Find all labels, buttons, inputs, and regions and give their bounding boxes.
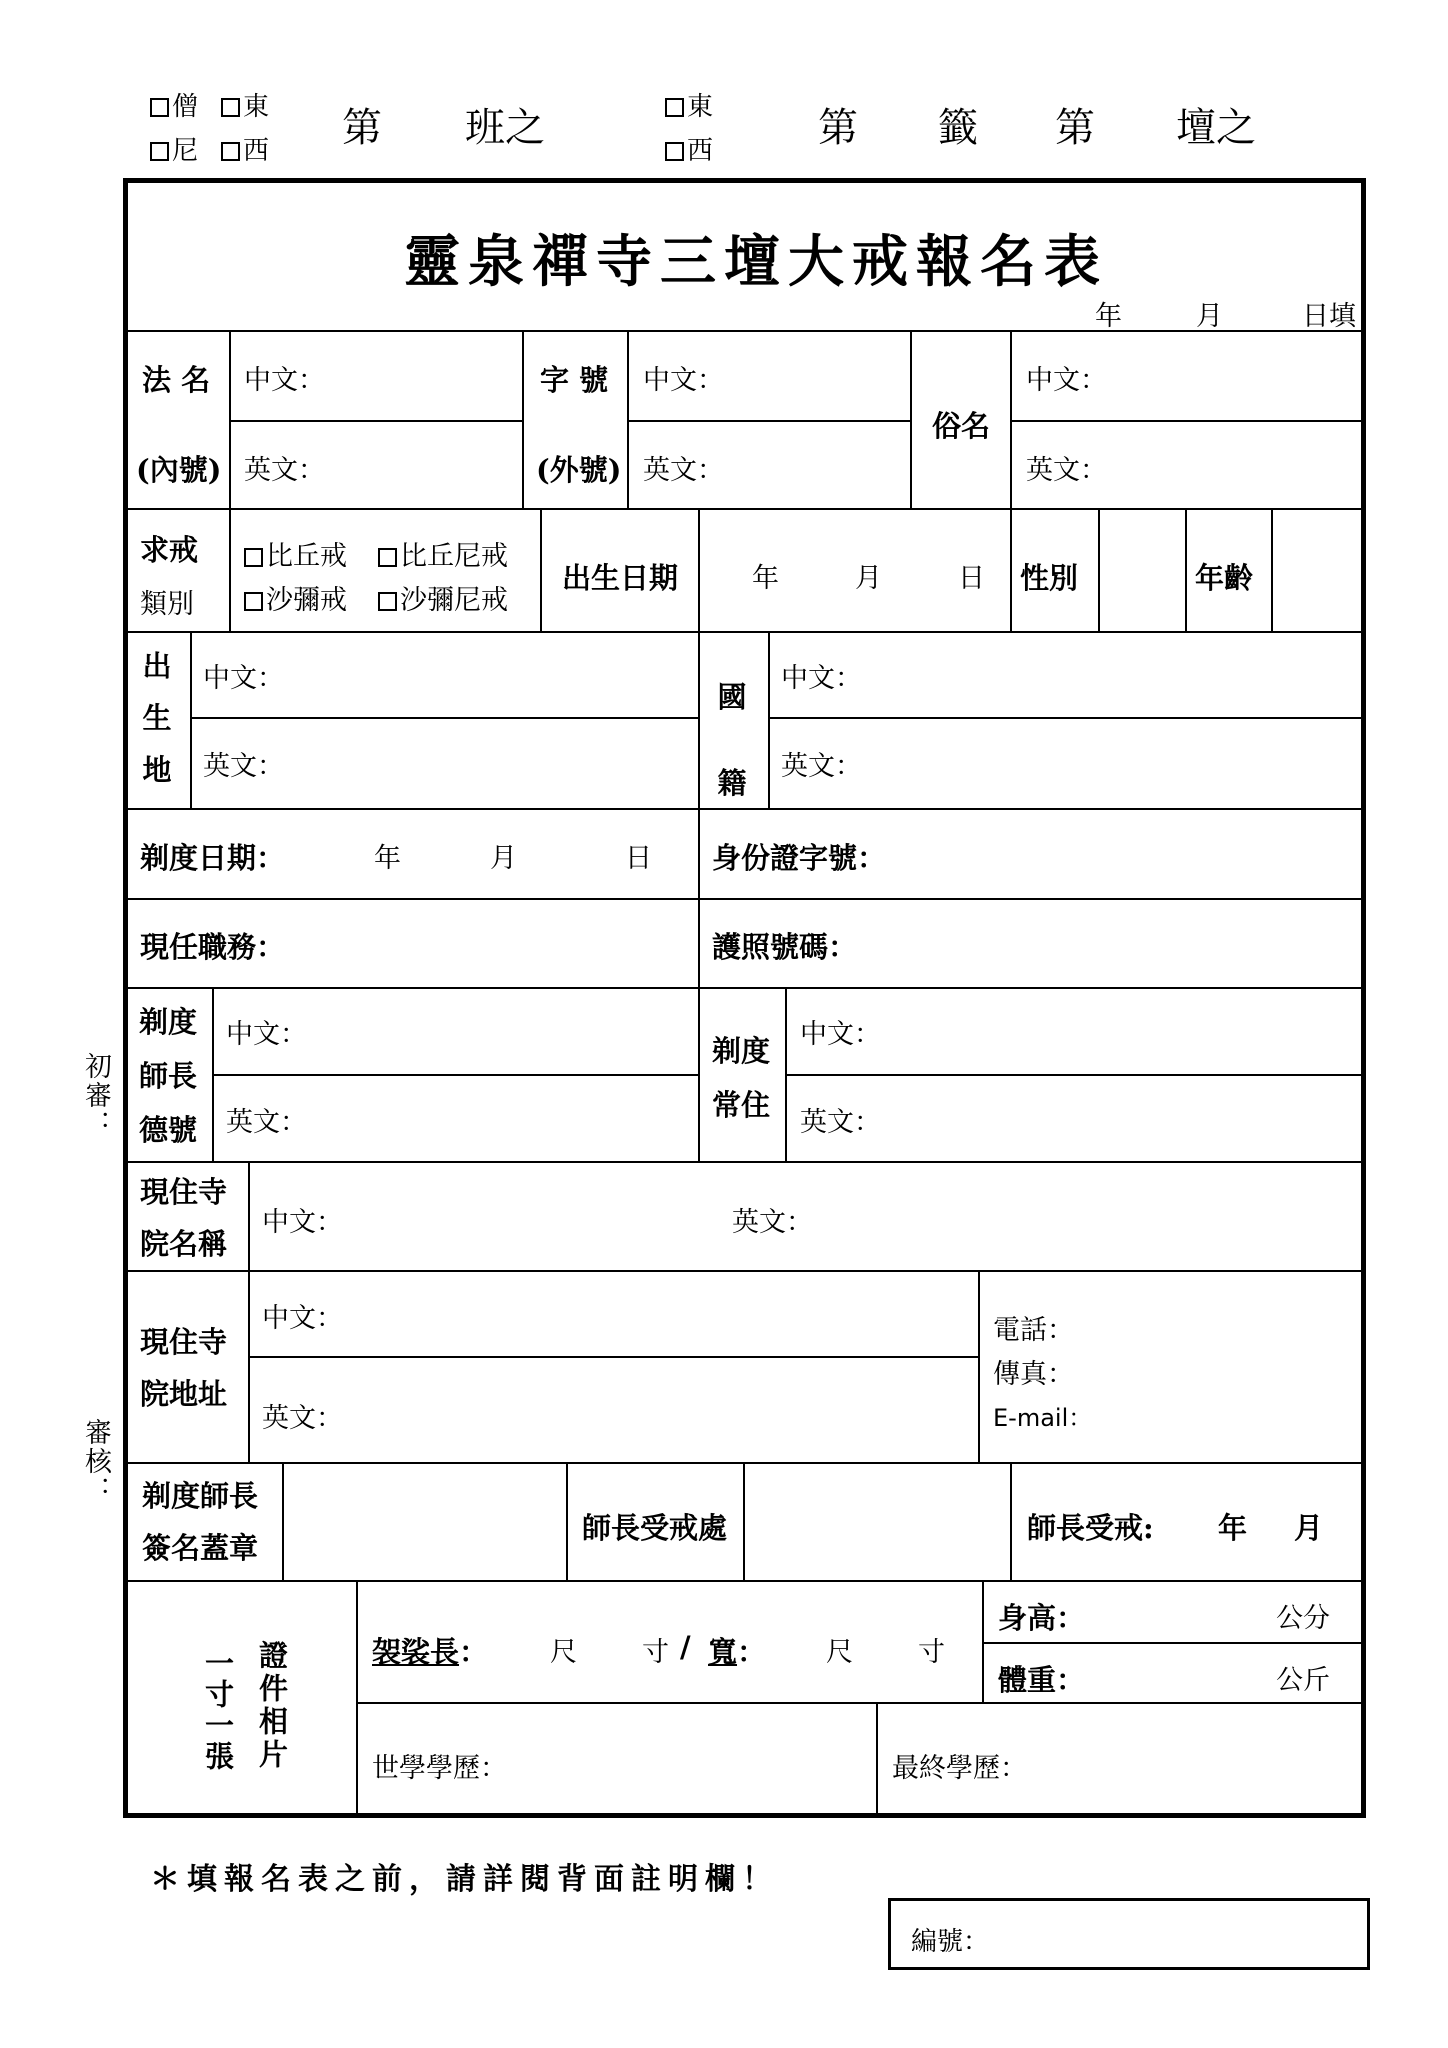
nationality-cn[interactable]: 中文： [781, 663, 862, 694]
birthplace-label: 出 生 地 [142, 649, 172, 787]
col-divider [978, 1270, 980, 1462]
master-sign-label: 剃度師長 簽名蓋章 [142, 1479, 259, 1565]
col-divider [229, 330, 231, 508]
gender-label: 性別 [1020, 561, 1079, 595]
photo-label: 證件相片 [255, 1640, 289, 1772]
col-divider [876, 1702, 878, 1814]
secular-education-field[interactable]: 世學學歷： [372, 1753, 507, 1784]
option-west-1[interactable]: 西 [221, 136, 269, 166]
tonsure-year[interactable]: 年 [374, 843, 401, 874]
dharma-name-en[interactable]: 英文： [244, 455, 325, 486]
col-divider [768, 631, 770, 808]
tonsure-master-label: 剃度 師長 德號 [138, 1005, 197, 1147]
col-divider [1271, 508, 1273, 631]
option-sramanera[interactable]: 沙彌戒 [244, 578, 347, 617]
row-divider [190, 717, 698, 719]
inner-no-label: (內號) [136, 453, 222, 487]
tonsure-month[interactable]: 月 [490, 843, 517, 874]
option-west-2[interactable]: 西 [665, 136, 713, 166]
temple-name-cn[interactable]: 中文： [262, 1207, 343, 1238]
class-label: 班之 [465, 105, 545, 151]
row-divider [229, 420, 522, 422]
col-divider [1010, 330, 1012, 631]
checkbox[interactable] [244, 592, 263, 611]
fill-month: 月 [1196, 301, 1223, 332]
weight-label: 體重： [998, 1663, 1086, 1697]
checkbox[interactable] [665, 98, 684, 117]
checkbox[interactable] [665, 142, 684, 161]
option-sramanerika[interactable]: 沙彌尼戒 [378, 578, 508, 617]
email-label[interactable]: E-mail： [993, 1404, 1093, 1432]
serial-number-label: 編號： [911, 1927, 990, 1957]
row-divider [125, 898, 1364, 900]
robe-width-chi[interactable]: 尺 [826, 1637, 853, 1668]
col-divider [248, 1161, 250, 1462]
id-no-label[interactable]: 身份證字號： [712, 841, 887, 875]
col-divider [1098, 508, 1100, 631]
col-divider [910, 330, 912, 508]
platform-di-label: 第 [1055, 105, 1095, 151]
tonsure-day[interactable]: 日 [625, 843, 652, 874]
lay-name-en[interactable]: 英文： [1026, 455, 1107, 486]
nationality-label: 國 籍 [717, 680, 747, 800]
weight-unit[interactable]: 公斤 [1276, 1665, 1330, 1696]
photo-size-label: 一寸一張 [201, 1648, 235, 1772]
birth-date-label: 出生日期 [562, 561, 679, 595]
option-nun[interactable]: 尼 [150, 136, 198, 166]
dharma-name-cn[interactable]: 中文： [244, 365, 325, 396]
option-bhikshu[interactable]: 比丘戒 [244, 534, 347, 573]
row-divider [1010, 420, 1364, 422]
col-divider [190, 631, 192, 808]
precept-type-label-2: 類別 [140, 589, 194, 620]
lot-di-label: 第 [818, 105, 858, 151]
checkbox[interactable] [378, 548, 397, 567]
row-divider [125, 631, 1364, 633]
tonsure-master-cn[interactable]: 中文： [226, 1019, 307, 1050]
master-ordination-year[interactable]: 年 [1218, 1511, 1248, 1545]
col-divider [356, 1580, 358, 1814]
temple-address-label: 現住寺 院地址 [140, 1325, 228, 1411]
final-review-label: 審核： [80, 1418, 111, 1505]
checkbox[interactable] [221, 98, 240, 117]
col-divider [627, 330, 629, 508]
row-divider [982, 1642, 1364, 1644]
passport-label[interactable]: 護照號碼： [712, 930, 858, 964]
option-east-2[interactable]: 東 [665, 92, 713, 122]
birth-month[interactable]: 月 [855, 563, 882, 594]
temple-name-label: 現住寺 院名稱 [140, 1175, 228, 1261]
final-education-field[interactable]: 最終學歷： [892, 1753, 1027, 1784]
tonsure-master-en[interactable]: 英文： [226, 1107, 307, 1138]
checkbox[interactable] [150, 98, 169, 117]
robe-length-label: 袈裟長： [372, 1635, 489, 1669]
checkbox[interactable] [378, 592, 397, 611]
outer-no-label: (外號) [536, 453, 622, 487]
row-divider [125, 330, 1364, 332]
tonsure-date-label: 剃度日期： [140, 841, 286, 875]
temple-name-en[interactable]: 英文： [732, 1207, 813, 1238]
row-divider [356, 1702, 1364, 1704]
tonsure-temple-en[interactable]: 英文： [800, 1107, 881, 1138]
col-divider [698, 508, 700, 1161]
checkbox[interactable] [221, 142, 240, 161]
row-divider [125, 508, 1364, 510]
serial-number-box[interactable] [888, 1898, 1370, 1970]
col-divider [743, 1462, 745, 1580]
robe-length-chi[interactable]: 尺 [550, 1637, 577, 1668]
robe-width-label: 寬： [708, 1635, 767, 1669]
checkbox[interactable] [244, 548, 263, 567]
birthplace-cn[interactable]: 中文： [203, 663, 284, 694]
col-divider [540, 508, 542, 631]
master-ordination-place-label: 師長受戒處 [582, 1511, 728, 1545]
row-divider [248, 1356, 978, 1358]
col-divider [785, 987, 787, 1161]
option-east-1[interactable]: 東 [221, 92, 269, 122]
row-divider [125, 1270, 1364, 1272]
master-ordination-label: 師長受戒: [1027, 1511, 1154, 1545]
lot-label: 籤 [938, 105, 978, 151]
birth-year[interactable]: 年 [752, 563, 779, 594]
option-bhikshuni[interactable]: 比丘尼戒 [378, 534, 508, 573]
platform-label: 壇之 [1176, 105, 1256, 151]
height-unit[interactable]: 公分 [1276, 1603, 1330, 1634]
row-divider [212, 1074, 698, 1076]
row-divider [785, 1074, 1364, 1076]
lay-name-cn[interactable]: 中文： [1026, 365, 1107, 396]
precept-type-label: 求戒 [140, 533, 199, 567]
lay-name-label: 俗名 [932, 409, 991, 443]
fax-label[interactable]: 傳真： [993, 1359, 1074, 1390]
fill-day: 日填 [1302, 301, 1356, 332]
height-label: 身高： [998, 1601, 1086, 1635]
row-divider [125, 1580, 1364, 1582]
master-ordination-month[interactable]: 月 [1294, 1511, 1324, 1545]
col-divider [982, 1580, 984, 1702]
row-divider [125, 1161, 1364, 1163]
style-name-en[interactable]: 英文： [643, 455, 724, 486]
footer-note: ＊填報名表之前，請詳閱背面註明欄！ [150, 1862, 779, 1897]
form-title: 靈泉禪寺三壇大戒報名表 [404, 229, 1108, 295]
birthplace-en[interactable]: 英文： [203, 751, 284, 782]
col-divider [566, 1462, 568, 1580]
fill-year: 年 [1095, 301, 1122, 332]
col-divider [522, 330, 524, 508]
col-divider [282, 1462, 284, 1580]
col-divider [1010, 1462, 1012, 1580]
style-name-cn[interactable]: 中文： [643, 365, 724, 396]
row-divider [768, 717, 1364, 719]
col-divider [229, 508, 231, 631]
temple-address-en[interactable]: 英文： [262, 1403, 343, 1434]
checkbox[interactable] [150, 142, 169, 161]
nationality-en[interactable]: 英文： [781, 751, 862, 782]
age-label: 年齡 [1195, 561, 1254, 595]
phone-label[interactable]: 電話： [993, 1315, 1074, 1346]
initial-review-label: 初審： [80, 1052, 111, 1139]
temple-address-cn[interactable]: 中文： [262, 1303, 343, 1334]
robe-length-cun[interactable]: 寸 [642, 1637, 669, 1668]
col-divider [212, 987, 214, 1161]
style-name-label: 字 號 [540, 363, 609, 397]
dharma-name-label: 法 名 [142, 363, 211, 397]
class-di-label: 第 [342, 105, 382, 151]
current-post-label[interactable]: 現任職務： [140, 930, 286, 964]
separator: / [680, 1630, 691, 1664]
robe-width-cun[interactable]: 寸 [918, 1637, 945, 1668]
col-divider [1185, 508, 1187, 631]
birth-day[interactable]: 日 [958, 563, 985, 594]
tonsure-temple-cn[interactable]: 中文： [800, 1019, 881, 1050]
row-divider [627, 420, 910, 422]
option-monk[interactable]: 僧 [150, 92, 198, 122]
row-divider [125, 987, 1364, 989]
tonsure-temple-label: 剃度 常住 [711, 1034, 770, 1122]
